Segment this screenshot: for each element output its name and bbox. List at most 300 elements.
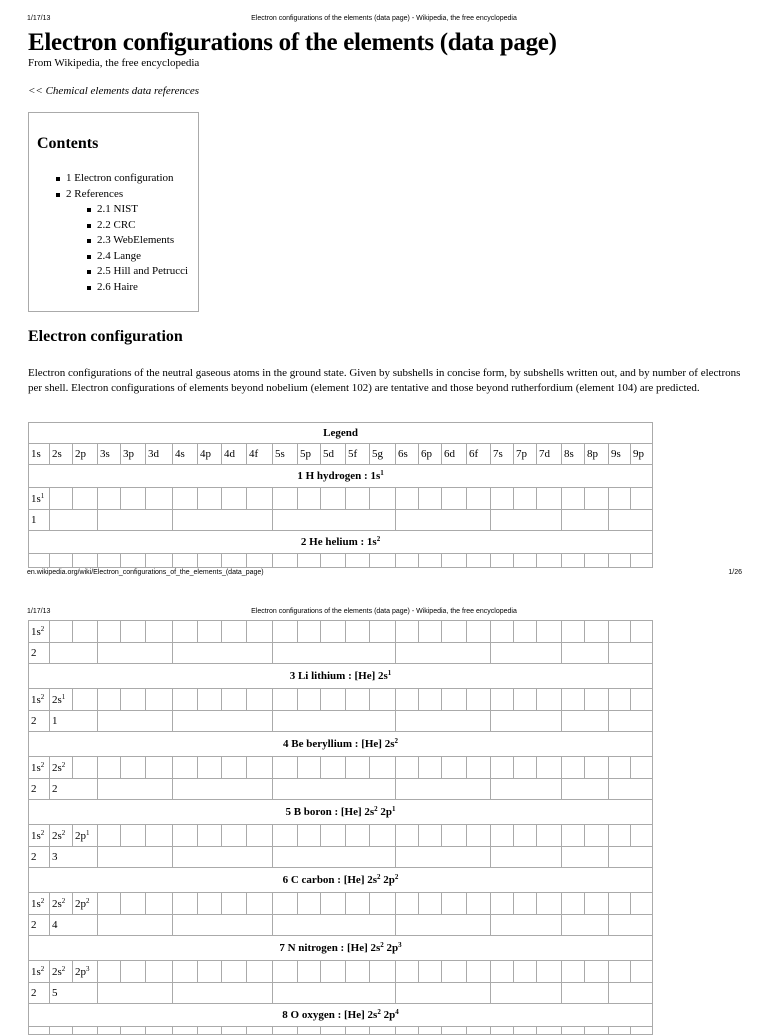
heading-superscript: 2 — [374, 805, 378, 813]
subshell-cell — [562, 554, 585, 568]
subshell-cell — [298, 1027, 321, 1035]
subshell-cell — [73, 757, 98, 779]
subshell-cell — [247, 621, 273, 643]
subshell-cell — [514, 893, 537, 915]
shell-count-cell: 4 — [50, 915, 98, 936]
subshell-cell — [419, 689, 442, 711]
shell-count-cell — [562, 779, 609, 800]
subshell-cell — [98, 554, 121, 568]
heading-superscript: 1 — [380, 469, 384, 477]
shell-row — [29, 711, 653, 732]
table-of-contents — [28, 112, 199, 312]
shell-count-cell — [273, 643, 396, 664]
page-title: Electron configurations of the elements (data page) — [28, 29, 557, 56]
subshell-cell — [321, 621, 346, 643]
subshell-cell — [419, 1027, 442, 1035]
toc-item[interactable]: 2.3 WebElements — [29, 233, 198, 249]
subshell-row — [29, 488, 653, 510]
subshell-cell — [396, 1027, 419, 1035]
subshell-cell: $2p^2$ — [73, 893, 98, 915]
subshell-row — [29, 621, 653, 643]
shell-count-cell — [609, 915, 653, 936]
subshell-cell — [222, 1027, 247, 1035]
subshell-cell — [273, 893, 298, 915]
subshell-cell — [98, 961, 121, 983]
subshell-cell — [537, 961, 562, 983]
subshell-cell — [121, 554, 146, 568]
legend-subshell: 4f — [247, 444, 273, 465]
subshell-cell — [247, 893, 273, 915]
subshell-cell — [442, 621, 467, 643]
subshell-cell: $1s^2$ — [29, 689, 50, 711]
shell-count-cell — [491, 643, 562, 664]
subshell-cell — [173, 488, 198, 510]
shell-count-cell — [173, 711, 273, 732]
subshell-cell — [396, 961, 419, 983]
subshell-cell — [370, 825, 396, 847]
shell-count-cell — [491, 915, 562, 936]
subshell-cell — [173, 621, 198, 643]
subshell-cell — [467, 893, 491, 915]
subshell-cell — [222, 757, 247, 779]
toc-list — [29, 171, 198, 295]
subshell-cell — [73, 554, 98, 568]
shell-count-cell — [609, 983, 653, 1004]
subshell-cell — [321, 961, 346, 983]
subshell-cell: $2s^2$ — [50, 757, 73, 779]
subshell-cell — [609, 689, 631, 711]
subshell-cell — [98, 621, 121, 643]
legend-subshell-row — [29, 444, 653, 465]
subshell-cell — [198, 621, 222, 643]
subshell-cell — [491, 893, 514, 915]
shell-count-cell — [50, 510, 98, 531]
subshell-cell — [491, 961, 514, 983]
shell-count-cell — [173, 983, 273, 1004]
heading-superscript: 2 — [377, 873, 381, 881]
subshell-cell — [298, 488, 321, 510]
subshell-cell — [121, 961, 146, 983]
shell-count-cell — [173, 510, 273, 531]
shell-count-cell — [609, 779, 653, 800]
subshell-cell — [321, 554, 346, 568]
subshell-cell — [173, 554, 198, 568]
shell-row — [29, 779, 653, 800]
shell-count-cell — [562, 711, 609, 732]
subshell-cell — [273, 689, 298, 711]
shell-row — [29, 915, 653, 936]
shell-count-cell — [396, 847, 491, 868]
subshell-cell — [631, 1027, 653, 1035]
shell-count-cell — [396, 983, 491, 1004]
shell-count-cell — [396, 510, 491, 531]
subshell-cell — [562, 893, 585, 915]
subshell-cell — [346, 825, 370, 847]
subshell-row-cut — [29, 1027, 653, 1035]
subshell-cell — [467, 825, 491, 847]
heading-superscript: 1 — [387, 669, 392, 677]
subshell-cell — [298, 689, 321, 711]
subshell-cell — [467, 757, 491, 779]
subshell-cell — [442, 757, 467, 779]
shell-count-cell — [609, 643, 653, 664]
subshell-cell — [631, 961, 653, 983]
subshell-cell — [247, 689, 273, 711]
legend-subshell: 3s — [98, 444, 121, 465]
subshell-cell — [121, 893, 146, 915]
subshell-cell — [537, 893, 562, 915]
element-heading-text: 4 Be beryllium : [He] 2s — [282, 738, 395, 750]
shell-count-cell — [98, 711, 173, 732]
element-heading-row — [29, 936, 653, 961]
heading-superscript: 2 — [394, 873, 399, 881]
legend-subshell: 7s — [491, 444, 514, 465]
legend-subshell: 7d — [537, 444, 562, 465]
toc-item[interactable]: 2.4 Lange — [29, 249, 198, 265]
subshell-cell — [321, 825, 346, 847]
subshell-cell — [419, 554, 442, 568]
subshell-cell: $1s^2$ — [29, 893, 50, 915]
subshell-cell — [491, 757, 514, 779]
shell-count-cell — [491, 847, 562, 868]
subshell-cell — [585, 554, 609, 568]
subshell-cell — [121, 488, 146, 510]
subshell-cell — [609, 1027, 631, 1035]
legend-subshell: 4s — [173, 444, 198, 465]
shell-count-cell — [491, 983, 562, 1004]
heading-superscript: 2 — [376, 535, 381, 543]
subshell-cell — [370, 757, 396, 779]
element-heading — [29, 531, 653, 554]
legend-subshell: 5p — [298, 444, 321, 465]
subshell-cell — [146, 554, 173, 568]
shell-count-cell — [98, 983, 173, 1004]
shell-count-cell — [396, 711, 491, 732]
subshell-cell — [631, 757, 653, 779]
subshell-cell — [346, 893, 370, 915]
subshell-cell — [222, 621, 247, 643]
print-page-number: 1/26 — [728, 569, 742, 576]
subshell-cell — [562, 961, 585, 983]
subshell-cell — [50, 488, 73, 510]
element-heading-row — [29, 531, 653, 554]
subshell-cell: $1s^2$ — [29, 621, 50, 643]
subshell-cell — [121, 825, 146, 847]
subshell-cell — [514, 621, 537, 643]
shell-count-cell — [273, 779, 396, 800]
shell-count-cell — [609, 510, 653, 531]
element-heading-text: 2 He helium : 1s — [300, 536, 377, 548]
subshell-cell — [146, 825, 173, 847]
subshell-cell — [321, 757, 346, 779]
element-heading-text: 5 B boron : [He] 2s — [285, 806, 375, 818]
subshell-cell — [491, 825, 514, 847]
element-heading-text: 1 H hydrogen : 1s — [297, 470, 381, 482]
subshell-cell — [609, 621, 631, 643]
subshell-cell — [609, 757, 631, 779]
shell-count-cell — [98, 510, 173, 531]
subshell-cell — [98, 825, 121, 847]
subshell-row — [29, 757, 653, 779]
subshell-cell — [146, 961, 173, 983]
print-title: Electron configurations of the elements (data page) - Wikipedia, the free encyclopedia — [251, 15, 517, 22]
shell-count-cell — [609, 711, 653, 732]
subshell-cell — [514, 757, 537, 779]
subshell-cell — [98, 488, 121, 510]
shell-count-cell — [173, 915, 273, 936]
subshell-cell — [346, 1027, 370, 1035]
subshell-cell — [247, 1027, 273, 1035]
print-url: en.wikipedia.org/wiki/Electron_configurations_of_the_elements_(data_page) — [27, 569, 264, 576]
subshell-cell: $1s^2$ — [29, 961, 50, 983]
shell-count-cell: 2 — [29, 643, 50, 664]
section-heading: Electron configuration — [28, 328, 183, 345]
subshell-cell — [370, 961, 396, 983]
element-heading-row — [29, 465, 653, 488]
heading-superscript: 2 — [394, 737, 398, 745]
subshell-cell — [631, 893, 653, 915]
element-heading — [29, 664, 653, 689]
subshell-cell — [514, 689, 537, 711]
subshell-cell — [298, 893, 321, 915]
subshell-cell — [198, 488, 222, 510]
shell-count-cell — [273, 711, 396, 732]
subshell-cell — [346, 689, 370, 711]
subshell-cell — [146, 1027, 173, 1035]
subshell-cell — [173, 825, 198, 847]
subshell-cell — [321, 488, 346, 510]
subshell-cell — [222, 554, 247, 568]
heading-tail: 2p — [383, 942, 399, 954]
subshell-cell — [370, 621, 396, 643]
subshell-cell — [562, 689, 585, 711]
subshell-cell — [298, 757, 321, 779]
heading-superscript: 4 — [395, 1008, 399, 1016]
subshell-cell — [562, 1027, 585, 1035]
subshell-cell — [537, 554, 562, 568]
subshell-cell — [537, 757, 562, 779]
subshell-cell — [585, 825, 609, 847]
legend-subshell: 5f — [346, 444, 370, 465]
shell-count-cell: 2 — [50, 779, 98, 800]
subshell-cell — [467, 1027, 491, 1035]
subshell-cell — [467, 488, 491, 510]
shell-count-cell — [491, 779, 562, 800]
shell-count-cell: 5 — [50, 983, 98, 1004]
subshell-row — [29, 893, 653, 915]
subshell-cell — [73, 621, 98, 643]
subshell-cell — [198, 1027, 222, 1035]
subshell-cell — [609, 825, 631, 847]
toc-item[interactable]: 1 Electron configuration — [29, 171, 198, 187]
breadcrumb-link[interactable]: << Chemical elements data references — [28, 85, 200, 97]
subshell-cell — [514, 825, 537, 847]
subshell-cell — [146, 893, 173, 915]
subshell-cell — [631, 621, 653, 643]
subshell-cell — [631, 488, 653, 510]
subshell-cell — [247, 554, 273, 568]
subshell-cell: $1s^2$ — [29, 757, 50, 779]
subshell-cell — [146, 488, 173, 510]
subshell-cell — [273, 825, 298, 847]
element-heading — [29, 465, 653, 488]
subshell-cell — [173, 757, 198, 779]
subshell-cell — [146, 621, 173, 643]
toc-item[interactable]: 2.1 NIST — [29, 202, 198, 218]
element-heading-row — [29, 1004, 653, 1027]
subshell-cell — [198, 961, 222, 983]
legend-title-row — [29, 423, 653, 444]
subshell-cell — [370, 689, 396, 711]
legend-subshell: 6s — [396, 444, 419, 465]
subshell-cell — [298, 961, 321, 983]
subshell-cell — [631, 554, 653, 568]
shell-count-cell — [50, 643, 98, 664]
subshell-cell — [173, 1027, 198, 1035]
subshell-cell: $2s^2$ — [50, 893, 73, 915]
print-title: Electron configurations of the elements (data page) - Wikipedia, the free encyclopedia — [251, 608, 517, 615]
shell-count-cell: 1 — [50, 711, 98, 732]
subshell-cell — [442, 893, 467, 915]
legend-title: Legend — [29, 423, 653, 444]
subshell-cell — [321, 1027, 346, 1035]
subshell-cell — [396, 757, 419, 779]
subshell-cell — [273, 1027, 298, 1035]
subshell-cell — [562, 825, 585, 847]
subshell-cell — [370, 893, 396, 915]
subshell-cell — [537, 621, 562, 643]
subshell-cell — [537, 1027, 562, 1035]
subshell-cell — [562, 488, 585, 510]
subshell-cell — [146, 689, 173, 711]
subshell-cell — [419, 961, 442, 983]
subshell-cell — [121, 1027, 146, 1035]
subshell-cell — [467, 689, 491, 711]
element-heading-text: 7 N nitrogen : [He] 2s — [279, 942, 381, 954]
subshell-cell — [585, 689, 609, 711]
subshell-cell — [491, 488, 514, 510]
subshell-cell — [396, 893, 419, 915]
shell-count-cell — [562, 510, 609, 531]
toc-item[interactable]: 2.5 Hill and Petrucci — [29, 264, 198, 280]
print-date: 1/17/13 — [27, 608, 51, 615]
legend-subshell: 3p — [121, 444, 146, 465]
shell-count-cell — [562, 643, 609, 664]
legend-subshell: 6p — [419, 444, 442, 465]
subshell-cell — [98, 689, 121, 711]
subshell-cell — [298, 825, 321, 847]
shell-count-cell — [396, 779, 491, 800]
element-heading — [29, 868, 653, 893]
subshell-cell: $2s^1$ — [50, 689, 73, 711]
subshell-cell — [585, 757, 609, 779]
subshell-cell — [491, 1027, 514, 1035]
subshell-row — [29, 825, 653, 847]
shell-count-cell: 2 — [29, 983, 50, 1004]
subshell-cell — [396, 621, 419, 643]
shell-count-cell — [491, 711, 562, 732]
subshell-cell — [419, 488, 442, 510]
subshell-cell — [514, 488, 537, 510]
subshell-cell — [370, 554, 396, 568]
subshell-cell — [50, 621, 73, 643]
subshell-cell — [146, 757, 173, 779]
subshell-cell — [442, 825, 467, 847]
subshell-cell — [419, 825, 442, 847]
shell-count-cell — [562, 915, 609, 936]
element-heading-text: 6 C carbon : [He] 2s — [282, 874, 378, 886]
heading-tail: 2p — [380, 1009, 396, 1021]
page-break — [0, 578, 768, 604]
subshell-cell — [396, 488, 419, 510]
subshell-cell — [198, 825, 222, 847]
shell-count-cell — [396, 643, 491, 664]
element-heading — [29, 1004, 653, 1027]
subshell-cell — [198, 554, 222, 568]
subshell-cell: $1s^1$ — [29, 488, 50, 510]
shell-count-cell — [562, 847, 609, 868]
shell-count-cell: 1 — [29, 510, 50, 531]
shell-count-cell — [173, 847, 273, 868]
subshell-cell — [370, 488, 396, 510]
shell-count-cell — [273, 510, 396, 531]
toc-item[interactable]: 2.6 Haire — [29, 280, 198, 296]
print-date: 1/17/13 — [27, 15, 51, 22]
heading-superscript: 2 — [377, 1008, 381, 1016]
subshell-cell — [321, 689, 346, 711]
subshell-cell: $2s^2$ — [50, 825, 73, 847]
subshell-cell — [491, 689, 514, 711]
shell-count-cell — [491, 510, 562, 531]
subshell-cell — [298, 554, 321, 568]
subshell-cell — [514, 554, 537, 568]
subshell-cell — [73, 689, 98, 711]
electron-config-table — [28, 422, 653, 568]
subshell-cell — [298, 621, 321, 643]
subshell-cell — [514, 1027, 537, 1035]
subshell-cell: $2p^3$ — [73, 961, 98, 983]
subshell-cell — [442, 961, 467, 983]
subshell-cell — [273, 961, 298, 983]
element-heading — [29, 732, 653, 757]
subshell-cell — [585, 488, 609, 510]
toc-item[interactable]: 2.2 CRC — [29, 218, 198, 234]
legend-subshell: 4d — [222, 444, 247, 465]
subshell-row — [29, 689, 653, 711]
subshell-cell — [247, 488, 273, 510]
legend-subshell: 3d — [146, 444, 173, 465]
legend-subshell: 9s — [609, 444, 631, 465]
shell-count-cell: 2 — [29, 915, 50, 936]
subshell-cell — [396, 554, 419, 568]
heading-superscript: 3 — [398, 941, 402, 949]
subshell-cell — [121, 757, 146, 779]
legend-subshell: 5g — [370, 444, 396, 465]
subshell-cell — [537, 825, 562, 847]
shell-count-cell — [273, 983, 396, 1004]
subshell-row — [29, 961, 653, 983]
print-header-2 — [0, 605, 768, 619]
subshell-cell — [442, 554, 467, 568]
legend-subshell: 6d — [442, 444, 467, 465]
legend-subshell: 7p — [514, 444, 537, 465]
subshell-cell — [346, 961, 370, 983]
subshell-cell — [585, 893, 609, 915]
toc-item[interactable]: 2 References — [29, 187, 198, 203]
subshell-cell — [98, 1027, 121, 1035]
subshell-cell — [370, 1027, 396, 1035]
subshell-cell — [396, 689, 419, 711]
